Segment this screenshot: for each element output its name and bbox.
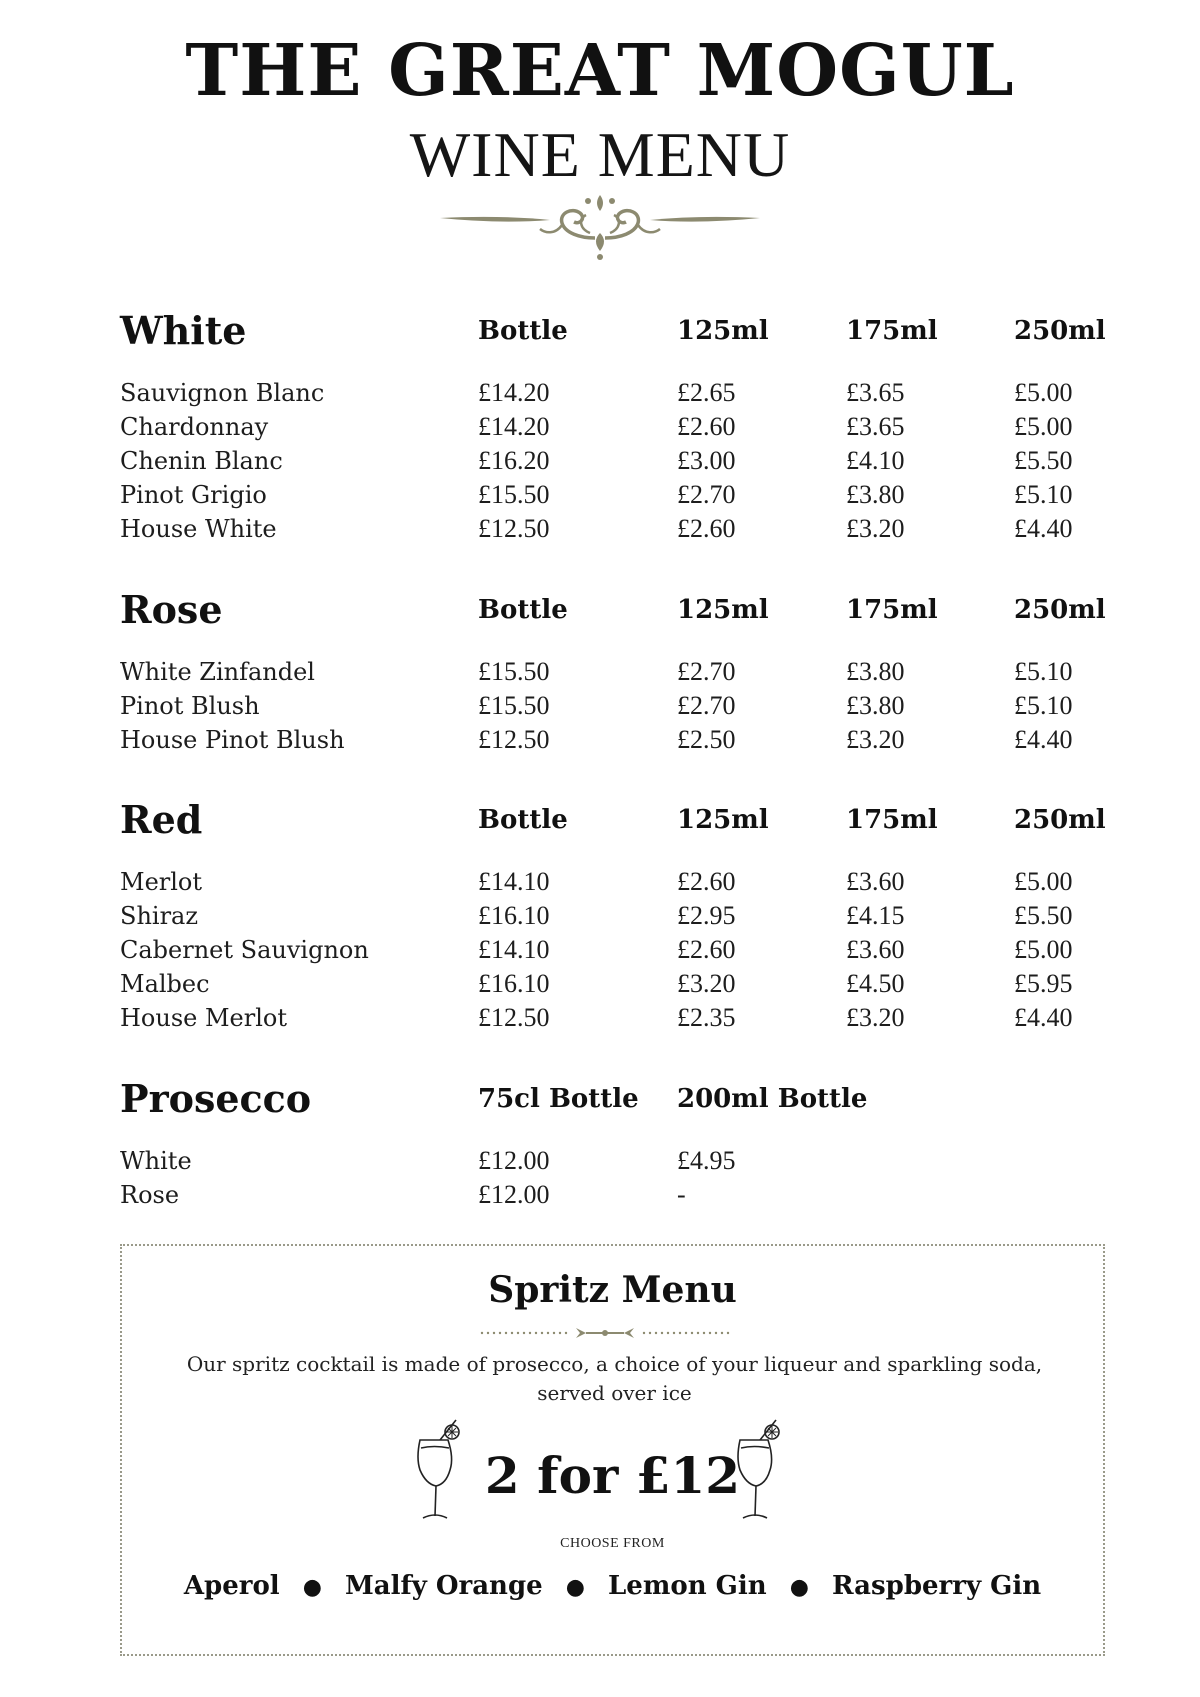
spritz-title: Spritz Menu xyxy=(488,1269,737,1311)
price-250ml: £5.10 xyxy=(1014,657,1073,686)
spritz-offer: 2 for £12 xyxy=(484,1446,741,1505)
price-175ml: £3.65 xyxy=(846,412,905,441)
price-175ml: £3.80 xyxy=(846,657,905,686)
price-125ml: £2.70 xyxy=(677,691,736,720)
price-175ml: £3.60 xyxy=(846,867,905,896)
column-header: 250ml xyxy=(1014,805,1106,835)
column-header: 250ml xyxy=(1014,316,1106,346)
wine-name: Shiraz xyxy=(120,902,198,930)
section-title: Red xyxy=(120,797,203,842)
column-header: Bottle xyxy=(478,805,568,835)
wine-name: Rose xyxy=(120,1181,180,1209)
spritz-description xyxy=(162,1350,1067,1408)
dotted-divider-icon xyxy=(480,1326,730,1340)
price-175ml: £4.10 xyxy=(846,446,905,475)
price-bottle: £12.50 xyxy=(478,725,550,754)
price-175ml: £3.65 xyxy=(846,378,905,407)
price-200ml-bottle: £4.95 xyxy=(677,1146,736,1175)
wine-name: House Merlot xyxy=(120,1004,288,1032)
wine-name: Cabernet Sauvignon xyxy=(120,936,369,964)
price-250ml: £5.10 xyxy=(1014,480,1073,509)
section-title: Rose xyxy=(120,587,223,632)
column-header: 125ml xyxy=(677,805,769,835)
spritz-menu-box xyxy=(120,1244,1105,1656)
price-175ml: £4.50 xyxy=(846,969,905,998)
price-75cl-bottle: £12.00 xyxy=(478,1180,550,1209)
wine-name: Pinot Grigio xyxy=(120,481,267,509)
price-200ml-bottle: - xyxy=(677,1180,686,1209)
column-header: 125ml xyxy=(677,316,769,346)
wine-name: Sauvignon Blanc xyxy=(120,379,325,407)
column-header: 125ml xyxy=(677,595,769,625)
price-bottle: £14.20 xyxy=(478,378,550,407)
column-header: 250ml xyxy=(1014,595,1106,625)
price-125ml: £3.20 xyxy=(677,969,736,998)
price-250ml: £5.00 xyxy=(1014,412,1073,441)
price-bottle: £14.20 xyxy=(478,412,550,441)
price-bottle: £14.10 xyxy=(478,935,550,964)
price-175ml: £3.20 xyxy=(846,1003,905,1032)
price-175ml: £3.60 xyxy=(846,935,905,964)
column-header: Bottle xyxy=(478,316,568,346)
price-bottle: £16.20 xyxy=(478,446,550,475)
column-header: 175ml xyxy=(846,595,938,625)
price-125ml: £3.00 xyxy=(677,446,736,475)
price-125ml: £2.60 xyxy=(677,514,736,543)
restaurant-title: THE GREAT MOGUL xyxy=(185,28,1015,112)
bullet-icon: ● xyxy=(302,1574,322,1600)
bullet-icon: ● xyxy=(789,1574,809,1600)
price-125ml: £2.35 xyxy=(677,1003,736,1032)
wine-name: House White xyxy=(120,515,277,543)
wine-name: Chenin Blanc xyxy=(120,447,283,475)
price-125ml: £2.70 xyxy=(677,657,736,686)
section-title: Prosecco xyxy=(120,1076,312,1121)
price-250ml: £5.95 xyxy=(1014,969,1073,998)
wine-name: Merlot xyxy=(120,868,203,896)
price-bottle: £16.10 xyxy=(478,969,550,998)
price-125ml: £2.95 xyxy=(677,901,736,930)
price-250ml: £5.00 xyxy=(1014,867,1073,896)
column-header: 175ml xyxy=(846,316,938,346)
spritz-option: Lemon Gin xyxy=(608,1571,767,1601)
spritz-option: Raspberry Gin xyxy=(831,1571,1042,1601)
price-bottle: £12.50 xyxy=(478,514,550,543)
price-175ml: £3.20 xyxy=(846,514,905,543)
price-bottle: £15.50 xyxy=(478,480,550,509)
wine-name: Chardonnay xyxy=(120,413,269,441)
menu-subtitle: WINE MENU xyxy=(409,119,791,190)
wine-name: Pinot Blush xyxy=(120,692,260,720)
price-125ml: £2.60 xyxy=(677,867,736,896)
price-125ml: £2.60 xyxy=(677,412,736,441)
price-250ml: £4.40 xyxy=(1014,514,1073,543)
price-175ml: £3.80 xyxy=(846,480,905,509)
price-250ml: £5.50 xyxy=(1014,446,1073,475)
spritz-option: Malfy Orange xyxy=(345,1571,543,1601)
spritz-description-line: Our spritz cocktail is made of prosecco, a choice of your liqueur and sparkling soda, xyxy=(186,1352,1043,1376)
price-175ml: £3.20 xyxy=(846,725,905,754)
column-header: 200ml Bottle xyxy=(677,1084,868,1114)
price-250ml: £4.40 xyxy=(1014,1003,1073,1032)
bullet-icon: ● xyxy=(565,1574,585,1600)
price-125ml: £2.65 xyxy=(677,378,736,407)
price-125ml: £2.50 xyxy=(677,725,736,754)
spritz-description-line: served over ice xyxy=(537,1381,692,1405)
price-125ml: £2.60 xyxy=(677,935,736,964)
price-bottle: £14.10 xyxy=(478,867,550,896)
price-75cl-bottle: £12.00 xyxy=(478,1146,550,1175)
price-250ml: £4.40 xyxy=(1014,725,1073,754)
price-bottle: £16.10 xyxy=(478,901,550,930)
choose-from-label: CHOOSE FROM xyxy=(560,1536,665,1551)
price-175ml: £3.80 xyxy=(846,691,905,720)
price-125ml: £2.70 xyxy=(677,480,736,509)
price-250ml: £5.00 xyxy=(1014,935,1073,964)
column-header: 75cl Bottle xyxy=(478,1084,639,1114)
column-header: Bottle xyxy=(478,595,568,625)
price-250ml: £5.00 xyxy=(1014,378,1073,407)
price-bottle: £12.50 xyxy=(478,1003,550,1032)
column-header: 175ml xyxy=(846,805,938,835)
price-175ml: £4.15 xyxy=(846,901,905,930)
section-title: White xyxy=(120,308,247,353)
price-bottle: £15.50 xyxy=(478,691,550,720)
price-bottle: £15.50 xyxy=(478,657,550,686)
flourish-ornament-icon xyxy=(440,193,760,273)
wine-name: White Zinfandel xyxy=(120,658,315,686)
cocktail-glass-icon xyxy=(732,1418,792,1528)
wine-name: Malbec xyxy=(120,970,210,998)
spritz-option: Aperol xyxy=(183,1571,280,1601)
price-250ml: £5.50 xyxy=(1014,901,1073,930)
wine-name: White xyxy=(120,1147,192,1175)
spritz-options xyxy=(122,1566,1103,1607)
price-250ml: £5.10 xyxy=(1014,691,1073,720)
wine-name: House Pinot Blush xyxy=(120,726,345,754)
